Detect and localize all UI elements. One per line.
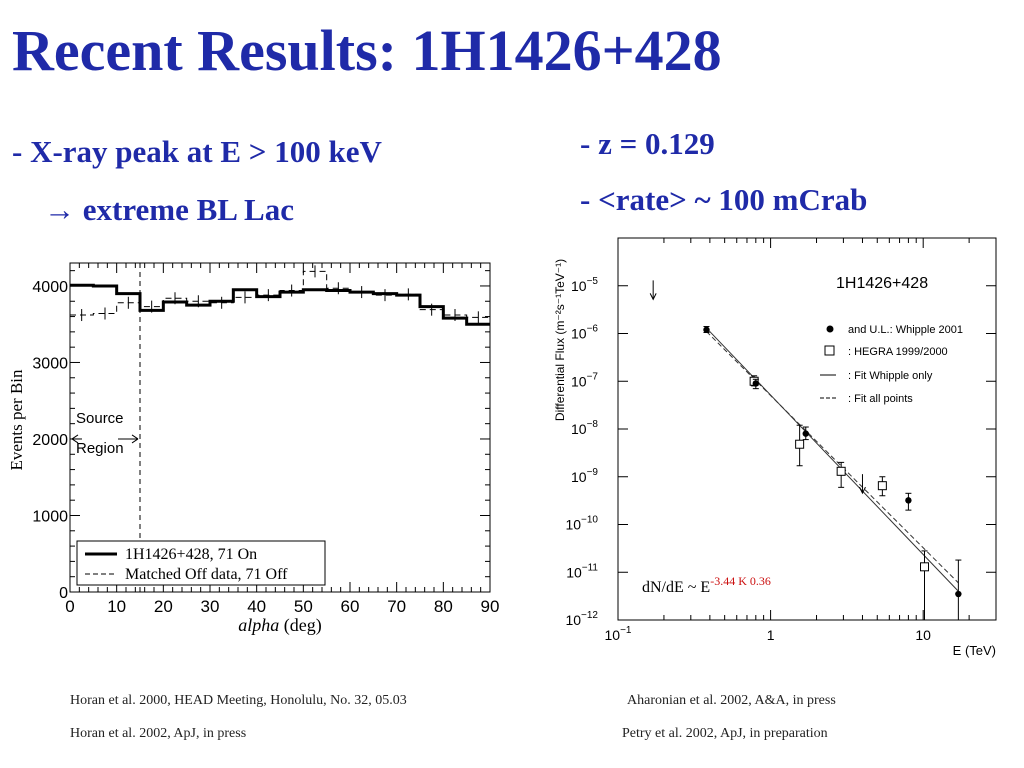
legend-label: : Fit all points [848,393,913,405]
x-tick-label: 40 [247,597,267,616]
y-tick-label: $10^{-5}$ [571,275,598,294]
reference-petry-2002: Petry et al. 2002, ApJ, in preparation [622,726,828,741]
x-tick-label: 50 [293,597,313,616]
x-tick-label: 10 [915,627,931,643]
y-tick-label: $10^{-7}$ [571,371,598,390]
x-axis-label [238,615,322,636]
legend-on-label: 1H1426+428, 71 On [125,546,258,563]
alpha-histogram-chart [0,245,520,645]
on-data-histogram [70,285,490,324]
x-tick-label: 70 [387,597,407,616]
reference-aharonian-2002: Aharonian et al. 2002, A&A, in press [627,693,836,708]
x-tick-label: 10 [107,597,127,616]
legend-hegra-marker [825,346,834,355]
source-region-label: Region [76,439,124,457]
x-axis-label-italic: alpha [238,615,280,635]
reference-horan-2000: Horan et al. 2000, HEAD Meeting, Honolulu, No. 32, 05.03 [70,693,407,708]
x-tick-label: 20 [153,597,173,616]
x-tick-label: 30 [200,597,220,616]
legend-label: : Fit Whipple only [848,370,933,382]
whipple-data-point [905,497,911,503]
x-axis-label-rest: (deg) [279,615,322,635]
whipple-data-point [955,591,961,597]
y-tick-label: 4000 [32,278,68,296]
bullet-redshift: - z = 0.129 [580,126,715,161]
whipple-data-point [703,327,709,333]
y-tick-label: 3000 [32,355,68,373]
legend-whipple-marker [827,326,834,333]
source-region-label: Source [76,409,124,427]
y-tick-label: $10^{-6}$ [571,323,598,342]
legend-off-label: Matched Off data, 71 Off [125,566,288,583]
x-tick-label: 80 [433,597,453,616]
y-axis-label: Differential Flux (m⁻²s⁻¹TeV⁻¹) [553,258,567,422]
reference-horan-2002: Horan et al. 2002, ApJ, in press [70,726,247,741]
y-tick-label: $10^{-12}$ [565,610,598,628]
hegra-data-point [796,440,804,448]
whipple-data-point [803,430,809,436]
plot-frame [618,238,996,620]
slide-title: Recent Results: 1H1426+428 [12,18,722,83]
legend-label: : HEGRA 1999/2000 [848,346,948,358]
y-tick-label: 2000 [32,431,68,449]
x-tick-label: 90 [480,597,500,616]
y-axis-label: Events per Bin [7,369,26,471]
y-tick-label: $10^{-10}$ [565,514,598,533]
x-tick-label: 1 [766,627,775,643]
y-tick-label: $10^{-8}$ [571,419,598,437]
legend-label: and U.L.: Whipple 2001 [848,324,963,336]
y-tick-label: 0 [59,585,68,602]
hegra-data-point [921,563,929,571]
whipple-data-point [753,380,759,386]
hegra-data-point [837,467,845,475]
y-tick-label: $10^{-9}$ [571,466,598,485]
bullet-xray-peak: - X-ray peak at E > 100 keV [12,134,382,169]
bullet-rate: - <rate> ~ 100 mCrab [580,182,868,217]
bullet-extreme-bl-lac: → extreme BL Lac [44,192,294,227]
x-axis-label: E (TeV) [952,643,996,658]
fit-whipple-line [706,328,958,591]
y-tick-label: $10^{-11}$ [566,562,598,581]
y-tick-label: 1000 [32,508,68,526]
hegra-data-point [878,482,886,490]
x-tick-label: 0 [65,597,75,616]
inner-chart-title: 1H1426+428 [836,275,929,292]
flux-spectrum-chart [548,228,1012,668]
x-tick-label: $10^{-1}$ [604,625,632,643]
power-law-formula: dN/dE ~ $E^{-3.44 K 0.36}$ [642,574,771,596]
x-tick-label: 60 [340,597,360,616]
